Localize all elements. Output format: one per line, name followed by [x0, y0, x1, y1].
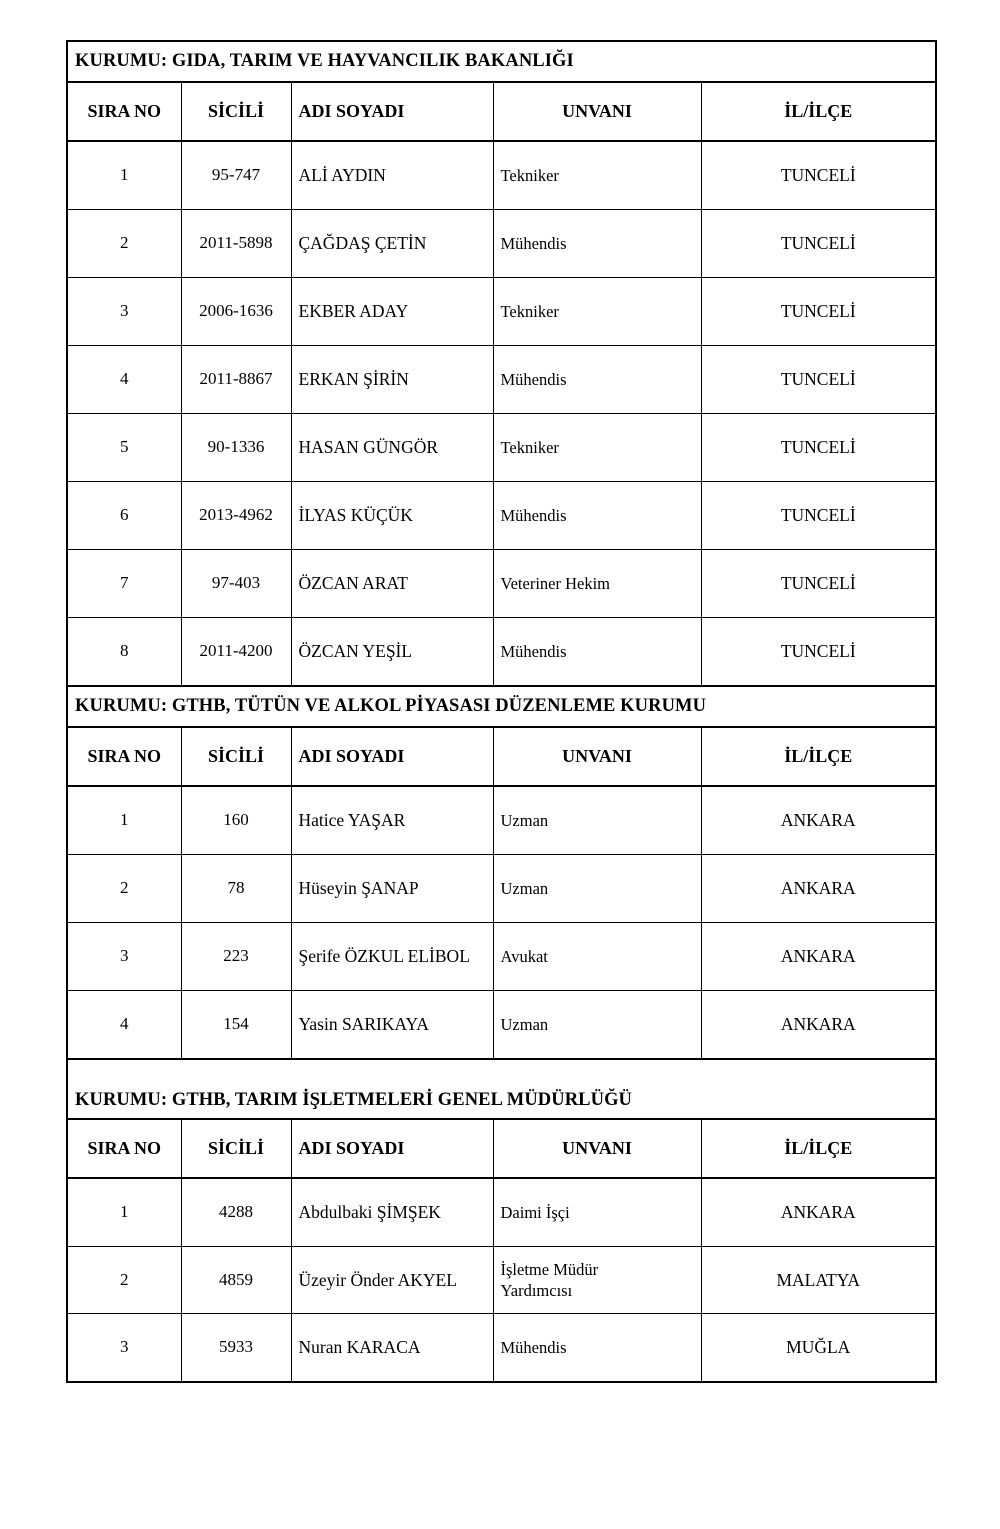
cell-sira-no: 1 — [67, 1178, 181, 1247]
cell-il-ilce: ANKARA — [701, 786, 936, 855]
cell-sicili: 2011-4200 — [181, 618, 291, 687]
table-row — [67, 1178, 936, 1247]
cell-sira-no: 2 — [67, 210, 181, 278]
cell-adi-soyadi: ÇAĞDAŞ ÇETİN — [291, 210, 493, 278]
cell-sicili: 2011-5898 — [181, 210, 291, 278]
cell-sicili: 223 — [181, 923, 291, 991]
cell-il-ilce: TUNCELİ — [701, 618, 936, 687]
column-header-sira-no: SIRA NO — [67, 727, 181, 786]
cell-unvani: Mühendis — [493, 210, 701, 278]
cell-sicili: 97-403 — [181, 550, 291, 618]
cell-sira-no: 6 — [67, 482, 181, 550]
column-header-unvani: UNVANI — [493, 82, 701, 141]
institution-heading-row — [67, 41, 936, 82]
cell-unvani: Tekniker — [493, 278, 701, 346]
cell-unvani: Mühendis — [493, 618, 701, 687]
cell-adi-soyadi: Abdulbaki ŞİMŞEK — [291, 1178, 493, 1247]
cell-unvani: Mühendis — [493, 482, 701, 550]
column-header-sira-no: SIRA NO — [67, 1119, 181, 1178]
cell-unvani: Mühendis — [493, 1314, 701, 1383]
cell-il-ilce: ANKARA — [701, 855, 936, 923]
cell-unvani: Uzman — [493, 855, 701, 923]
cell-adi-soyadi: Yasin SARIKAYA — [291, 991, 493, 1060]
cell-unvani: Tekniker — [493, 141, 701, 210]
table-row — [67, 278, 936, 346]
cell-il-ilce: TUNCELİ — [701, 278, 936, 346]
cell-il-ilce: ANKARA — [701, 923, 936, 991]
table-row — [67, 414, 936, 482]
cell-sicili: 4288 — [181, 1178, 291, 1247]
institution-heading: KURUMU: GTHB, TÜTÜN VE ALKOL PİYASASI DÜZENLEME KURUMU — [67, 686, 936, 727]
cell-sicili: 5933 — [181, 1314, 291, 1383]
column-header-unvani: UNVANI — [493, 1119, 701, 1178]
cell-il-ilce: MALATYA — [701, 1247, 936, 1314]
cell-adi-soyadi: EKBER ADAY — [291, 278, 493, 346]
cell-sira-no: 4 — [67, 991, 181, 1060]
cell-il-ilce: TUNCELİ — [701, 550, 936, 618]
table-row — [67, 1247, 936, 1314]
cell-sira-no: 7 — [67, 550, 181, 618]
cell-sicili: 2013-4962 — [181, 482, 291, 550]
cell-sicili: 2006-1636 — [181, 278, 291, 346]
table-row — [67, 923, 936, 991]
cell-sira-no: 3 — [67, 1314, 181, 1383]
cell-adi-soyadi: İLYAS KÜÇÜK — [291, 482, 493, 550]
cell-il-ilce: ANKARA — [701, 991, 936, 1060]
column-header-sicili: SİCİLİ — [181, 727, 291, 786]
column-header-sicili: SİCİLİ — [181, 1119, 291, 1178]
cell-sicili: 78 — [181, 855, 291, 923]
cell-sira-no: 3 — [67, 278, 181, 346]
cell-adi-soyadi: Nuran KARACA — [291, 1314, 493, 1383]
column-header-il-ilce: İL/İLÇE — [701, 82, 936, 141]
cell-il-ilce: TUNCELİ — [701, 414, 936, 482]
cell-il-ilce: ANKARA — [701, 1178, 936, 1247]
cell-unvani: Tekniker — [493, 414, 701, 482]
cell-unvani — [493, 1247, 701, 1314]
cell-il-ilce: MUĞLA — [701, 1314, 936, 1383]
table-row — [67, 786, 936, 855]
column-header-unvani: UNVANI — [493, 727, 701, 786]
cell-il-ilce: TUNCELİ — [701, 210, 936, 278]
cell-adi-soyadi: ÖZCAN YEŞİL — [291, 618, 493, 687]
column-header-row — [67, 727, 936, 786]
cell-adi-soyadi: Hüseyin ŞANAP — [291, 855, 493, 923]
institution-table-1 — [66, 40, 937, 1383]
cell-adi-soyadi: HASAN GÜNGÖR — [291, 414, 493, 482]
cell-sira-no: 4 — [67, 346, 181, 414]
cell-sicili: 154 — [181, 991, 291, 1060]
column-header-sicili: SİCİLİ — [181, 82, 291, 141]
cell-sira-no: 2 — [67, 855, 181, 923]
cell-sira-no: 2 — [67, 1247, 181, 1314]
table-row — [67, 141, 936, 210]
table-row — [67, 482, 936, 550]
cell-sira-no: 1 — [67, 141, 181, 210]
cell-sira-no: 5 — [67, 414, 181, 482]
cell-sicili: 2011-8867 — [181, 346, 291, 414]
cell-unvani: Veteriner Hekim — [493, 550, 701, 618]
column-header-adi-soyadi: ADI SOYADI — [291, 82, 493, 141]
cell-unvani-text: İşletme Müdür Yardımcısı — [500, 1259, 599, 1300]
column-header-adi-soyadi: ADI SOYADI — [291, 727, 493, 786]
institution-heading-row — [67, 686, 936, 727]
column-header-adi-soyadi: ADI SOYADI — [291, 1119, 493, 1178]
cell-unvani: Uzman — [493, 786, 701, 855]
table-row — [67, 855, 936, 923]
institution-heading: KURUMU: GTHB, TARIM İŞLETMELERİ GENEL MÜDÜRLÜĞÜ — [67, 1059, 936, 1119]
column-header-row — [67, 82, 936, 141]
table-row — [67, 210, 936, 278]
cell-sicili: 160 — [181, 786, 291, 855]
cell-il-ilce: TUNCELİ — [701, 346, 936, 414]
cell-adi-soyadi: ÖZCAN ARAT — [291, 550, 493, 618]
cell-sicili: 90-1336 — [181, 414, 291, 482]
column-header-sira-no: SIRA NO — [67, 82, 181, 141]
institution-heading-row — [67, 1059, 936, 1119]
cell-unvani: Mühendis — [493, 346, 701, 414]
cell-sira-no: 1 — [67, 786, 181, 855]
institution-heading: KURUMU: GIDA, TARIM VE HAYVANCILIK BAKANLIĞI — [67, 41, 936, 82]
cell-sira-no: 8 — [67, 618, 181, 687]
cell-adi-soyadi: Üzeyir Önder AKYEL — [291, 1247, 493, 1314]
cell-adi-soyadi: Hatice YAŞAR — [291, 786, 493, 855]
cell-sicili: 4859 — [181, 1247, 291, 1314]
cell-unvani: Daimi İşçi — [493, 1178, 701, 1247]
table-row — [67, 618, 936, 687]
table-row — [67, 550, 936, 618]
table-row — [67, 1314, 936, 1383]
column-header-row — [67, 1119, 936, 1178]
cell-sira-no: 3 — [67, 923, 181, 991]
cell-adi-soyadi: ERKAN ŞİRİN — [291, 346, 493, 414]
table-row — [67, 991, 936, 1060]
table-row — [67, 346, 936, 414]
column-header-il-ilce: İL/İLÇE — [701, 1119, 936, 1178]
cell-sicili: 95-747 — [181, 141, 291, 210]
cell-unvani: Uzman — [493, 991, 701, 1060]
cell-il-ilce: TUNCELİ — [701, 482, 936, 550]
cell-adi-soyadi: ALİ AYDIN — [291, 141, 493, 210]
column-header-il-ilce: İL/İLÇE — [701, 727, 936, 786]
cell-adi-soyadi: Şerife ÖZKUL ELİBOL — [291, 923, 493, 991]
cell-unvani: Avukat — [493, 923, 701, 991]
cell-il-ilce: TUNCELİ — [701, 141, 936, 210]
